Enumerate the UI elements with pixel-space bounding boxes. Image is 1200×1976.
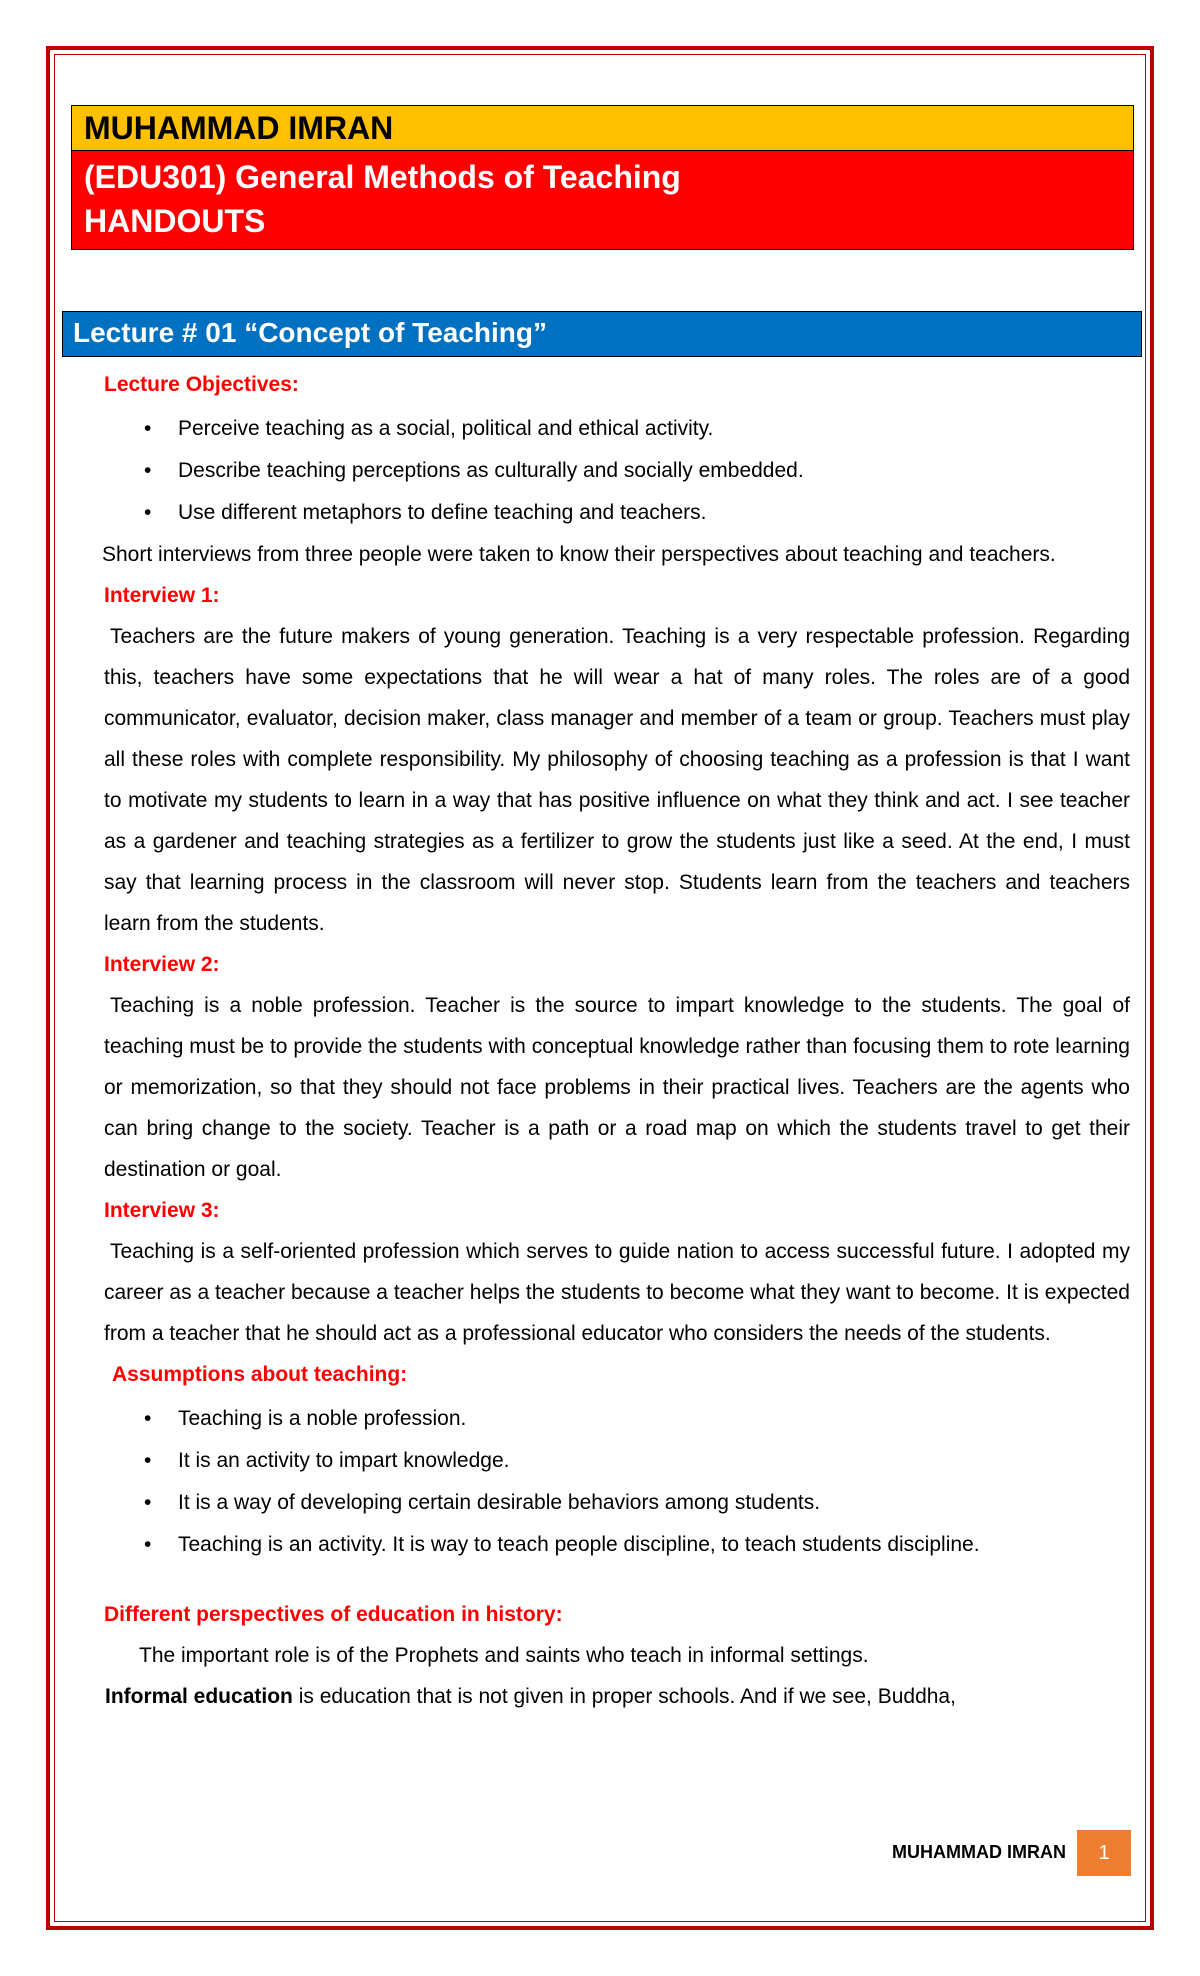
course-title: (EDU301) General Methods of Teaching [84,159,681,195]
interview-1-text: Teachers are the future makers of young generation. Teaching is a very respectable profession. Regarding this, teachers have some expectations that he will wear a hat of many roles. The roles are of a good communicator, evaluator, decision maker, class manager and member of a team or group. Teachers must play all these roles with complete responsibility. My philosophy of choosing teaching as a profession is that I want to motivate my students to learn in a way that has positive influence on what they think and act. I see teacher as a gardener and teaching strategies as a fertilizer to grow the students just like a seed. At the end, I must say that learning process in the classroom will never stop. Students learn from the teachers and teachers learn from the students. [104,625,1130,935]
list-item: • It is a way of developing certain desirable behaviors among students. [104,1482,1130,1524]
course-title-band [72,151,1133,249]
list-item: • Describe teaching perceptions as culturally and socially embedded. [104,450,1130,492]
handouts-label: HANDOUTS [84,203,266,239]
assumptions-list [104,1398,1130,1566]
interview-3-heading: Interview 3: [104,1199,220,1222]
objectives-heading: Lecture Objectives: [104,373,299,396]
interview-2-heading: Interview 2: [104,953,220,976]
interview-1-heading: Interview 1: [104,584,220,607]
perspectives-line-1: The important role is of the Prophets and saints who teach in informal settings. [139,1644,869,1667]
assumptions-heading: Assumptions about teaching: [112,1363,408,1386]
informal-education-term: Informal education [105,1685,293,1708]
perspectives-line-2 [104,1676,1130,1717]
list-item: • It is an activity to impart knowledge. [104,1440,1130,1482]
list-item: • Teaching is a noble profession. [104,1398,1130,1440]
document-body [104,364,1130,1717]
author-name: MUHAMMAD IMRAN [72,106,1133,151]
intro-paragraph: Short interviews from three people were taken to know their perspectives about teaching and teachers. [102,543,1056,566]
lecture-title: Lecture # 01 “Concept of Teaching” [62,311,1142,357]
perspectives-heading: Different perspectives of education in history: [104,1603,563,1626]
footer-author: MUHAMMAD IMRAN [892,1842,1066,1862]
interview-3-text: Teaching is a self-oriented profession which serves to guide nation to access successful future. I adopted my career as a teacher because a teacher helps the students to become what they want to become. It is expected from a teacher that he should act as a professional educator who considers the needs of the students. [104,1240,1130,1345]
perspectives-line-2-text: is education that is not given in proper schools. And if we see, Buddha, [292,1685,956,1708]
interview-2-text: Teaching is a noble profession. Teacher is the source to impart knowledge to the students. The goal of teaching must be to provide the students with conceptual knowledge rather than focusing them to rote learning or memorization, so that they should not face problems in their practical lives. Teachers are the agents who can bring change to the society. Teacher is a path or a road map on which the students travel to get their destination or goal. [104,994,1130,1181]
objectives-list [104,408,1130,534]
list-item: • Use different metaphors to define teaching and teachers. [104,492,1130,534]
list-item: • Teaching is an activity. It is way to teach people discipline, to teach students discipline. [104,1524,1130,1566]
title-block [71,105,1134,250]
page-number: 1 [1077,1830,1131,1876]
list-item: • Perceive teaching as a social, political and ethical activity. [104,408,1130,450]
